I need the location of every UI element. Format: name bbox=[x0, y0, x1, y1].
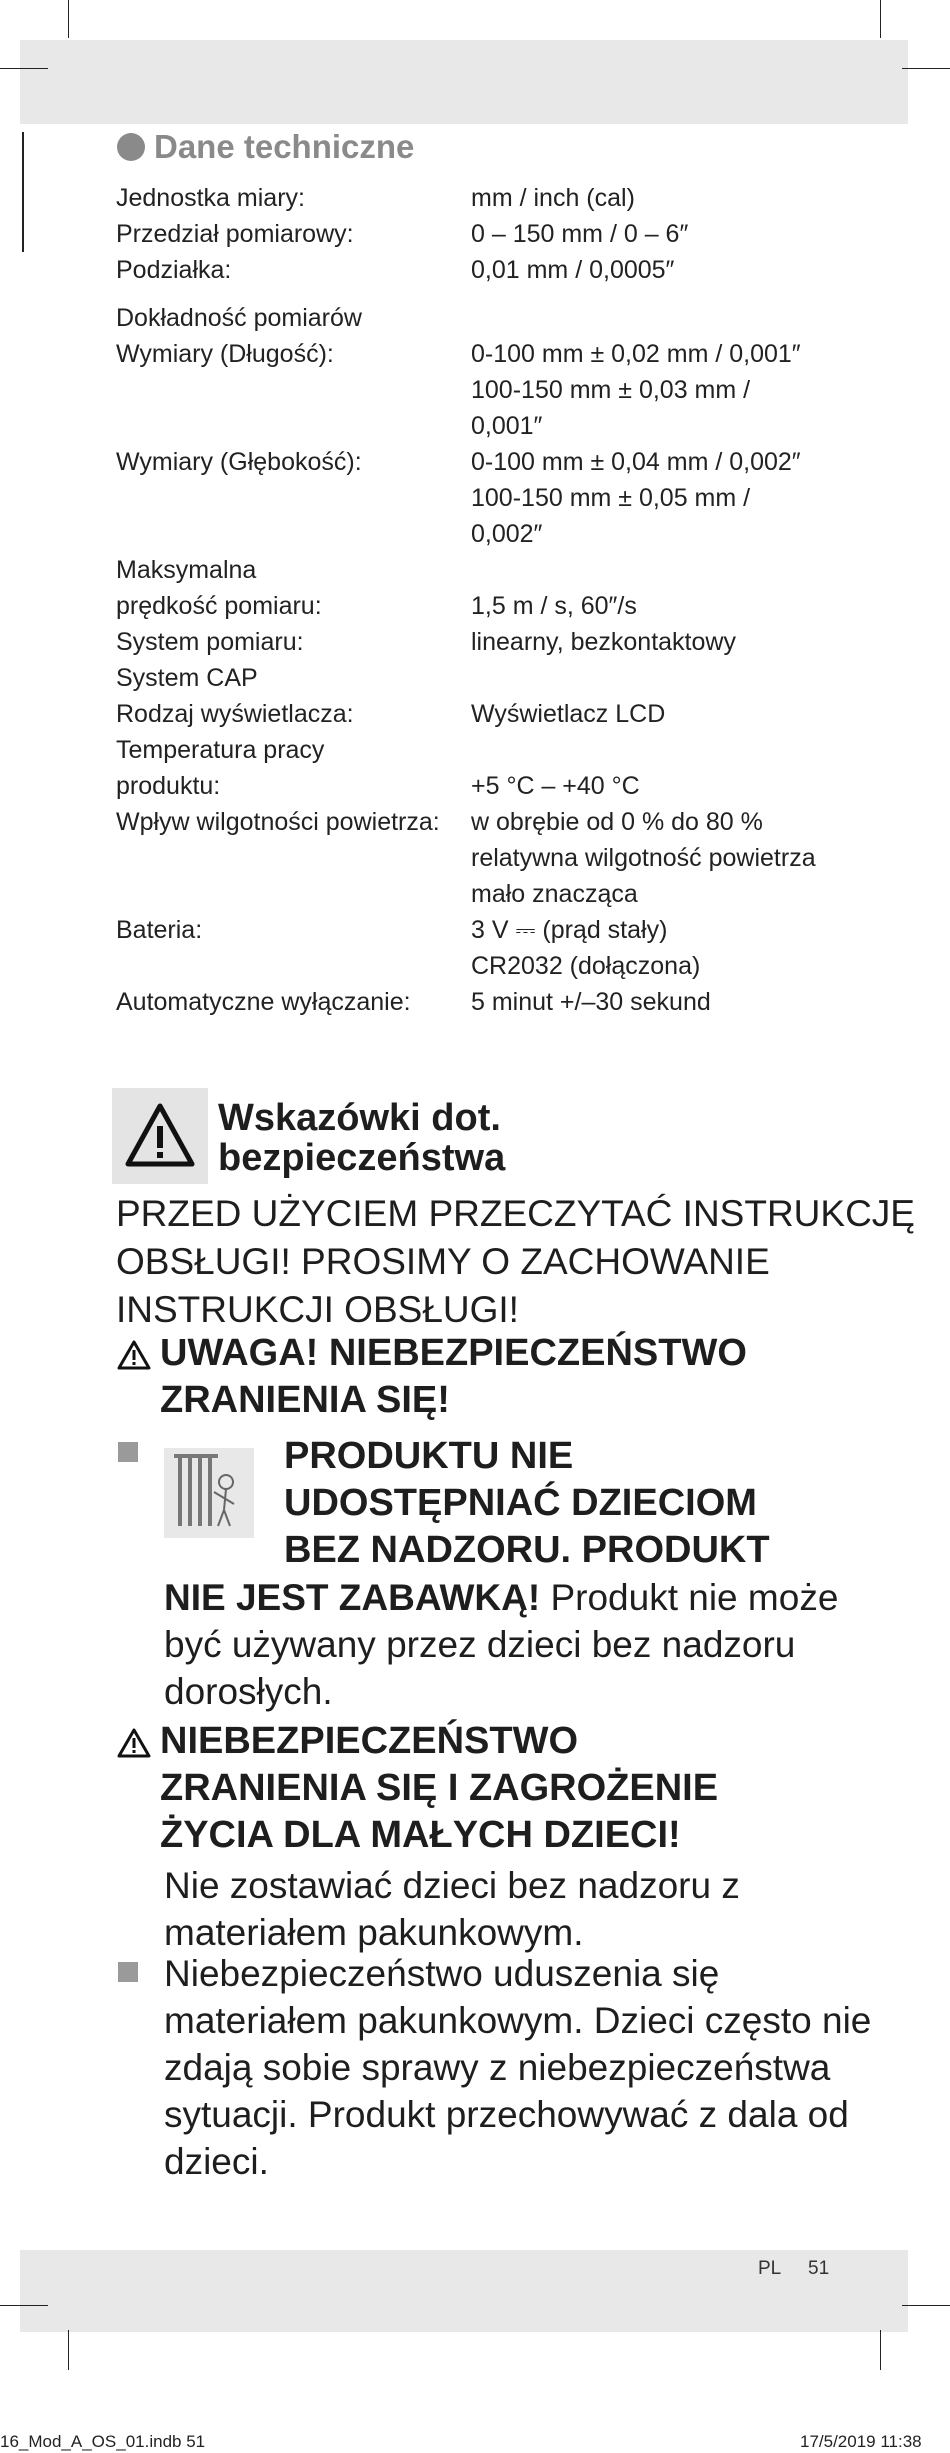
spec-label: Przedział pomiarowy: bbox=[116, 220, 354, 248]
crop-mark bbox=[0, 68, 48, 69]
spec-label: Rodzaj wyświetlacza: bbox=[116, 700, 354, 728]
warning-injury: UWAGA! NIEBEZPIECZEŃSTWO ZRANIENIA SIĘ! bbox=[116, 1330, 747, 1424]
spec-label: Maksymalna prędkość pomiaru: bbox=[116, 556, 322, 620]
spec-label: Podziałka: bbox=[116, 256, 232, 284]
spec-row-length bbox=[116, 336, 876, 444]
header-band bbox=[20, 40, 908, 124]
page-number: 51 bbox=[808, 2258, 830, 2279]
spec-row-system bbox=[116, 624, 876, 696]
crop-mark bbox=[902, 2305, 950, 2306]
spec-value: 0,01 mm / 0,0005″ bbox=[471, 256, 675, 284]
bullet-square-icon bbox=[118, 1442, 138, 1462]
crop-mark bbox=[68, 2330, 69, 2370]
spec-label: Bateria: bbox=[116, 916, 203, 944]
safety-intro: PRZED UŻYCIEM PRZECZYTAĆ INSTRUKCJĘ OBSŁUGI! PROSIMY O ZACHOWANIE INSTRUKCJI OBSŁUGI! bbox=[116, 1193, 915, 1330]
spec-label: Wpływ wilgotności powietrza: bbox=[116, 808, 440, 836]
spec-row-display bbox=[116, 696, 876, 732]
spec-row-unit bbox=[116, 180, 876, 216]
spec-row-auto-off bbox=[116, 984, 876, 1020]
spec-label: Wymiary (Długość): bbox=[116, 340, 334, 368]
warning-danger-children: NIEBEZPIECZEŃSTWO ZRANIENIA SIĘ I ZAGROŻENIE ŻYCIA DLA MAŁYCH DZIECI! bbox=[116, 1718, 718, 1859]
crop-mark bbox=[902, 68, 950, 69]
spec-label: Jednostka miary: bbox=[116, 184, 305, 212]
warning-triangle-icon bbox=[116, 1724, 160, 1859]
suffocation-paragraph: Niebezpieczeństwo uduszenia się materiałem pakunkowym. Dzieci często nie zdają sobie sprawy z niebezpieczeństwa sytuacji. Produkt przechowywać z dala od dzieci. bbox=[164, 1953, 872, 2182]
spec-accuracy-heading: Dokładność pomiarów bbox=[116, 304, 362, 332]
crop-mark bbox=[22, 132, 24, 252]
spec-row-humidity bbox=[116, 804, 876, 912]
no-children-icon bbox=[164, 1448, 254, 1538]
spec-value: 0-100 mm ± 0,04 mm / 0,002″ 100-150 mm ± 0,05 mm / 0,002″ bbox=[471, 448, 801, 548]
spec-label: Automatyczne wyłączanie: bbox=[116, 988, 411, 1016]
spec-row-temperature bbox=[116, 732, 876, 804]
crop-mark bbox=[880, 0, 881, 38]
spec-row-range bbox=[116, 216, 876, 252]
print-date: 17/5/2019 11:38 bbox=[800, 2432, 922, 2451]
spec-label: Temperatura pracy produktu: bbox=[116, 736, 325, 800]
children-warning-text: NIE JEST ZABAWKĄ! Produkt nie może być używany przez dzieci bez nadzoru dorosłych. bbox=[164, 1577, 839, 1712]
spec-value: 0-100 mm ± 0,02 mm / 0,001″ 100-150 mm ± 0,03 mm / 0,001″ bbox=[471, 340, 801, 440]
crop-mark bbox=[880, 2330, 881, 2370]
spec-value: 3 V ⎓ (prąd stały) CR2032 (dołączona) bbox=[471, 916, 701, 980]
spec-value: 1,5 m / s, 60″/s bbox=[471, 592, 637, 620]
spec-value: mm / inch (cal) bbox=[471, 184, 635, 212]
packaging-paragraph: Nie zostawiać dzieci bez nadzoru z materiałem pakunkowym. bbox=[164, 1865, 740, 1953]
bullet-dot-icon bbox=[117, 133, 145, 161]
page-language: PL bbox=[758, 2258, 782, 2279]
warning-triangle-icon bbox=[116, 1336, 160, 1424]
spec-row-speed bbox=[116, 552, 876, 624]
bullet-square-icon bbox=[118, 1962, 138, 1982]
children-warning-title: PRODUKTU NIE UDOSTĘPNIAĆ DZIECIOM BEZ NADZORU. PRODUKT bbox=[284, 1435, 770, 1571]
spec-row-depth bbox=[116, 444, 876, 552]
spec-value: +5 °C – +40 °C bbox=[471, 772, 640, 800]
print-file-name: 16_Mod_A_OS_01.indb 51 bbox=[0, 2432, 206, 2451]
spec-label: System pomiaru: System CAP bbox=[116, 628, 304, 692]
spec-value: linearny, bezkontaktowy bbox=[471, 628, 736, 656]
spec-row-battery bbox=[116, 912, 876, 984]
spec-value: Wyświetlacz LCD bbox=[471, 700, 666, 728]
section-title: Dane techniczne bbox=[117, 128, 414, 166]
spec-table bbox=[116, 180, 876, 1020]
spec-value: 0 – 150 mm / 0 – 6″ bbox=[471, 220, 689, 248]
spec-label: Wymiary (Głębokość): bbox=[116, 448, 362, 476]
spec-row-division bbox=[116, 252, 876, 288]
warning-icon bbox=[112, 1088, 208, 1184]
safety-title: Wskazówki dot. bezpieczeństwa bbox=[218, 1097, 506, 1179]
spec-value: 5 minut +/–30 sekund bbox=[471, 988, 711, 1016]
spec-value: w obrębie od 0 % do 80 % relatywna wilgotność powietrza mało znacząca bbox=[471, 808, 816, 908]
crop-mark bbox=[0, 2305, 48, 2306]
crop-mark bbox=[68, 0, 69, 38]
